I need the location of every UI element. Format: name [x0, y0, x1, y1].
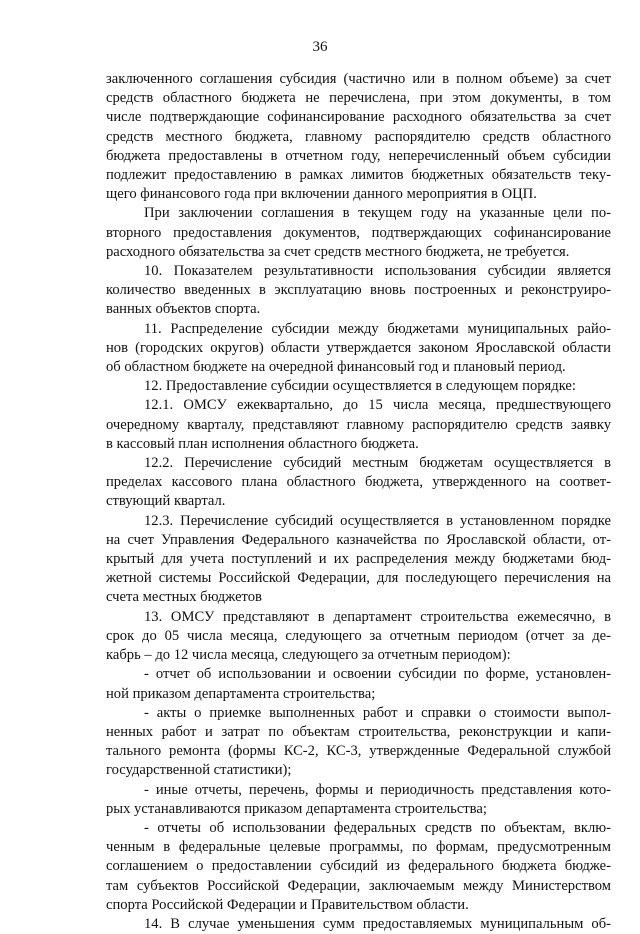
text-line: пределах кассового плана областного бюджета, утвержденного на соответ-	[106, 474, 611, 491]
text-line: жетной системы Российской Федерации, для последующего перечисления на	[106, 570, 611, 587]
paragraph	[106, 396, 611, 454]
text-line: подлежит предоставлению в рамках лимитов бюджетных обязательств теку-	[106, 167, 611, 184]
text-line: там субъектов Российской Федерации, заключаемым между Министерством	[106, 877, 611, 894]
paragraph	[106, 320, 611, 378]
paragraph	[106, 512, 611, 608]
text-line: на счет Управления Федерального казначейства по Ярославской области, от-	[106, 531, 611, 548]
text-line: счета местных бюджетов	[106, 589, 262, 606]
text-line: соглашением о предоставлении субсидий из федерального бюджета бюдже-	[106, 858, 611, 875]
text-line: ненных работ и затрат по объектам строительства, реконструкции и капи-	[106, 723, 611, 740]
paragraph	[106, 704, 611, 781]
text-line: При заключении соглашения в текущем году на указанные цели по-	[144, 205, 611, 222]
text-line: ствующий квартал.	[106, 493, 226, 510]
text-line: щего финансового года при включении данного мероприятия в ОЦП.	[106, 186, 537, 203]
text-line: - акты о приемке выполненных работ и справки о стоимости выпол-	[144, 704, 611, 721]
text-line: ной приказом департамента строительства;	[106, 685, 376, 702]
text-line: рых устанавливаются приказом департамента строительства;	[106, 800, 487, 817]
text-line: - иные отчеты, перечень, формы и периодичность представления кото-	[144, 781, 611, 798]
text-line: в кассовый план исполнения областного бюджета.	[106, 435, 419, 452]
text-line: - отчет об использовании и освоении субсидии по форме, установлен-	[144, 666, 611, 683]
text-line: ченным в федеральные целевые программы, по формам, предусмотренным	[106, 839, 611, 856]
text-line: 12.3. Перечисление субсидий осуществляется в установленном порядке	[144, 512, 611, 529]
paragraph	[106, 70, 611, 204]
text-line: числе подтверждающие софинансирование расходного обязательства за счет	[106, 109, 611, 126]
text-line: 12.2. Перечисление субсидий местным бюджетам осуществляется в	[144, 455, 611, 472]
text-line: 11. Распределение субсидии между бюджетами муниципальных райо-	[144, 320, 611, 337]
text-line: 10. Показателем результативности использования субсидии является	[144, 263, 611, 280]
text-line: об областном бюджете на очередной финансовый год и плановый период.	[106, 359, 566, 376]
paragraph	[106, 915, 611, 934]
paragraph	[106, 262, 611, 320]
paragraph	[106, 665, 611, 703]
text-line: ванных объектов спорта.	[106, 301, 261, 318]
page-number: 36	[312, 39, 328, 55]
paragraph	[106, 781, 611, 819]
text-line: срок до 05 числа месяца, следующего за отчетным периодом (отчет за де-	[106, 627, 611, 644]
text-line: расходного обязательства за счет средств местного бюджета, не требуется.	[106, 243, 570, 260]
paragraph	[106, 377, 611, 396]
text-line: средств местного бюджета, главному распорядителю средств областного	[106, 128, 611, 145]
paragraph	[106, 454, 611, 512]
text-line: 13. ОМСУ представляют в департамент строительства ежемесячно, в	[144, 608, 611, 625]
paragraph	[106, 204, 611, 262]
text-line: тального ремонта (формы КС-2, КС-3, утвержденные Федеральной службой	[106, 743, 611, 760]
text-line: бюджета предоставлены в отчетном году, неперечисленный объем субсидии	[106, 147, 611, 164]
text-line: - отчеты об использовании федеральных средств по объектам, вклю-	[144, 819, 611, 836]
paragraph	[106, 608, 611, 666]
text-line: средств областного бюджета не перечислена, при этом документы, в том	[106, 90, 611, 107]
text-line: 14. В случае уменьшения сумм предоставляемых муниципальным об-	[144, 915, 611, 932]
text-line: кабрь – до 12 числа месяца, следующего за отчетным периодом):	[106, 647, 511, 664]
text-line: нов (городских округов) области утверждается законом Ярославской области	[106, 339, 611, 356]
text-line: спорта Российской Федерации и Правительством области.	[106, 896, 469, 913]
document-body	[106, 70, 611, 934]
text-line: очередному кварталу, представляют главному распорядителю средств заявку	[106, 416, 611, 433]
paragraph	[106, 819, 611, 915]
text-line: крытый для учета поступлений и их распределения между бюджетами бюд-	[106, 551, 611, 568]
text-line: 12.1. ОМСУ ежеквартально, до 15 числа месяца, предшествующего	[144, 397, 611, 414]
text-line: 12. Предоставление субсидии осуществляется в следующем порядке:	[144, 378, 576, 395]
text-line: вторного предоставления документов, подтверждающих софинансирование	[106, 224, 611, 241]
text-line: государственной статистики);	[106, 762, 292, 779]
text-line: заключенного соглашения субсидия (частично или в полном объеме) за счет	[106, 71, 611, 87]
text-line: количество введенных в эксплуатацию вновь построенных и реконструиро-	[106, 282, 611, 299]
